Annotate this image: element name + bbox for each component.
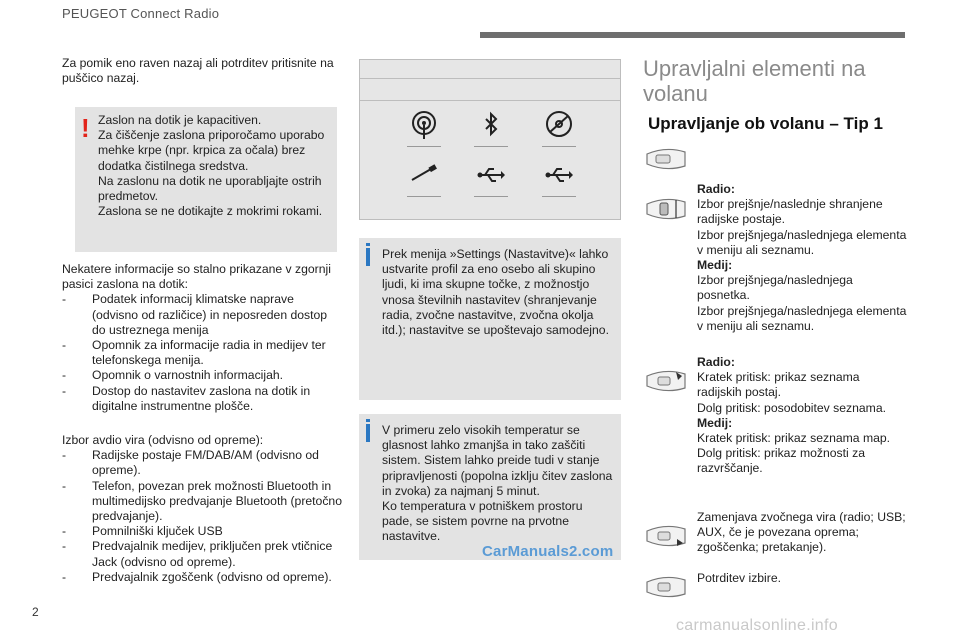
info-icon <box>366 424 370 442</box>
list-item: - Opomnik za informacije radia in medijev ter telefonskega menija. <box>62 338 326 368</box>
audio-source-screen-illustration <box>359 59 621 220</box>
cd-icon <box>541 110 577 150</box>
warning-exclamation-icon: ! <box>81 113 90 143</box>
info-text: V primeru zelo visokih temperatur se glasnost lahko zmanjša in tako zaščiti sistem. Sistem lahko preide tudi v stanje pripravljenosti (popolna izklju čitev zaslona in zvoka) za najmanj 5 minut. Ko temperatura v potniškem prostoru pade, se sistem povrne na prvotne nastavitve. <box>382 423 613 544</box>
steering-controls-overview-icon <box>644 146 688 177</box>
info-box-settings <box>359 238 621 400</box>
warning-line: Za čiščenje zaslona priporočamo uporabo mehke krpe (npr. krpica za očala) brez dodatka čistilnega sredstva. <box>98 128 325 173</box>
control-text: Kratek pritisk: prikaz seznama map. Dolg pritisk: prikaz možnosti za razvrščanje. <box>697 431 891 476</box>
info-box-temperature <box>359 414 621 560</box>
steering-confirm-button-icon <box>644 574 688 605</box>
list-item: - Podatek informacij klimatske naprave (odvisno od različice) in neposreden dostop do ustreznega menija <box>62 292 328 337</box>
audio-source-list <box>62 433 342 585</box>
warning-box <box>75 107 337 252</box>
permanent-info-lead: Nekatere informacije so stalno prikazane v zgornji pasici zaslona na dotik: <box>62 262 331 292</box>
control-description <box>697 510 907 556</box>
control-label: Medij: <box>697 258 733 273</box>
watermark: CarManuals2.com <box>482 543 614 560</box>
control-text: Izbor prejšnjega/naslednjega posnetka. Izbor prejšnjega/naslednjega elementa v meniju ali seznamu. <box>697 273 907 333</box>
info-text: Prek menija »Settings (Nastavitve)« lahko ustvarite profil za eno osebo ali skupino ljudi, ki ima skupne točke, z možnostjo vnosa številnih nastavitev (shranjevanje radia, zvočne nastavitve, zvočna okolja itd.); nastavitve se upoštevajo samodejno. <box>382 247 609 338</box>
steering-source-button-icon <box>644 523 688 554</box>
screen-divider <box>360 78 620 79</box>
list-item: - Predvajalnik medijev, priključen prek vtičnice Jack (odvisno od opreme). <box>62 539 333 569</box>
control-text: Potrditev izbire. <box>697 571 781 585</box>
steering-scroll-wheel-icon <box>644 196 688 227</box>
page-number: 2 <box>32 605 39 619</box>
list-item: - Predvajalnik zgoščenk (odvisno od opreme). <box>62 569 332 584</box>
permanent-info-list <box>62 262 342 414</box>
bluetooth-icon <box>473 110 509 150</box>
warning-text <box>98 113 334 219</box>
warning-line: Zaslona se ne dotikajte z mokrimi rokami. <box>98 204 323 219</box>
audio-source-lead: Izbor avdio vira (odvisno od opreme): <box>62 433 264 447</box>
list-item: - Telefon, povezan prek možnosti Bluetooth in multimedijsko predvajanje Bluetooth (pretočno predvajanje). <box>62 478 342 524</box>
control-description <box>697 355 907 477</box>
control-text: Izbor prejšnje/naslednje shranjene radijske postaje. Izbor prejšnjega/naslednjega elementa v meniju ali seznamu. <box>697 197 907 257</box>
jack-icon <box>406 160 442 200</box>
footer-site-watermark: carmanualsonline.info <box>676 617 838 634</box>
intro-paragraph: Za pomik eno raven nazaj ali potrditev pritisnite na puščico nazaj. <box>62 56 334 86</box>
screen-divider <box>360 100 620 101</box>
control-description <box>697 182 907 334</box>
control-text: Kratek pritisk: prikaz seznama radijskih postaj. Dolg pritisk: posodobitev seznama. <box>697 370 887 415</box>
list-item: - Pomnilniški ključek USB <box>62 524 223 539</box>
section-title: Upravljalni elementi na volanu <box>643 56 866 106</box>
list-item: - Opomnik o varnostnih informacijah. <box>62 368 284 383</box>
header-divider-bar <box>480 32 905 38</box>
control-description <box>697 571 907 586</box>
control-label: Radio: <box>697 355 735 369</box>
warning-line: Zaslon na dotik je kapacitiven. <box>98 113 262 127</box>
usb-icon <box>473 160 509 200</box>
page-header-title: PEUGEOT Connect Radio <box>62 6 220 21</box>
section-subtitle: Upravljanje ob volanu – Tip 1 <box>648 114 883 133</box>
radio-source-icon <box>406 110 442 150</box>
control-text: Zamenjava zvočnega vira (radio; USB; AUX, če je povezana oprema; zgoščenka; pretakanje). <box>697 510 906 555</box>
usb-icon <box>541 160 577 200</box>
control-label: Radio: <box>697 182 735 196</box>
warning-line: Na zaslonu na dotik ne uporabljajte ostrih predmetov. <box>98 173 322 204</box>
info-icon <box>366 248 370 266</box>
steering-list-button-icon <box>644 368 688 399</box>
list-item: - Radijske postaje FM/DAB/AM (odvisno od opreme). <box>62 448 319 478</box>
list-item: - Dostop do nastavitev zaslona na dotik in digitalne instrumentne plošče. <box>62 383 311 413</box>
control-label: Medij: <box>697 415 733 430</box>
